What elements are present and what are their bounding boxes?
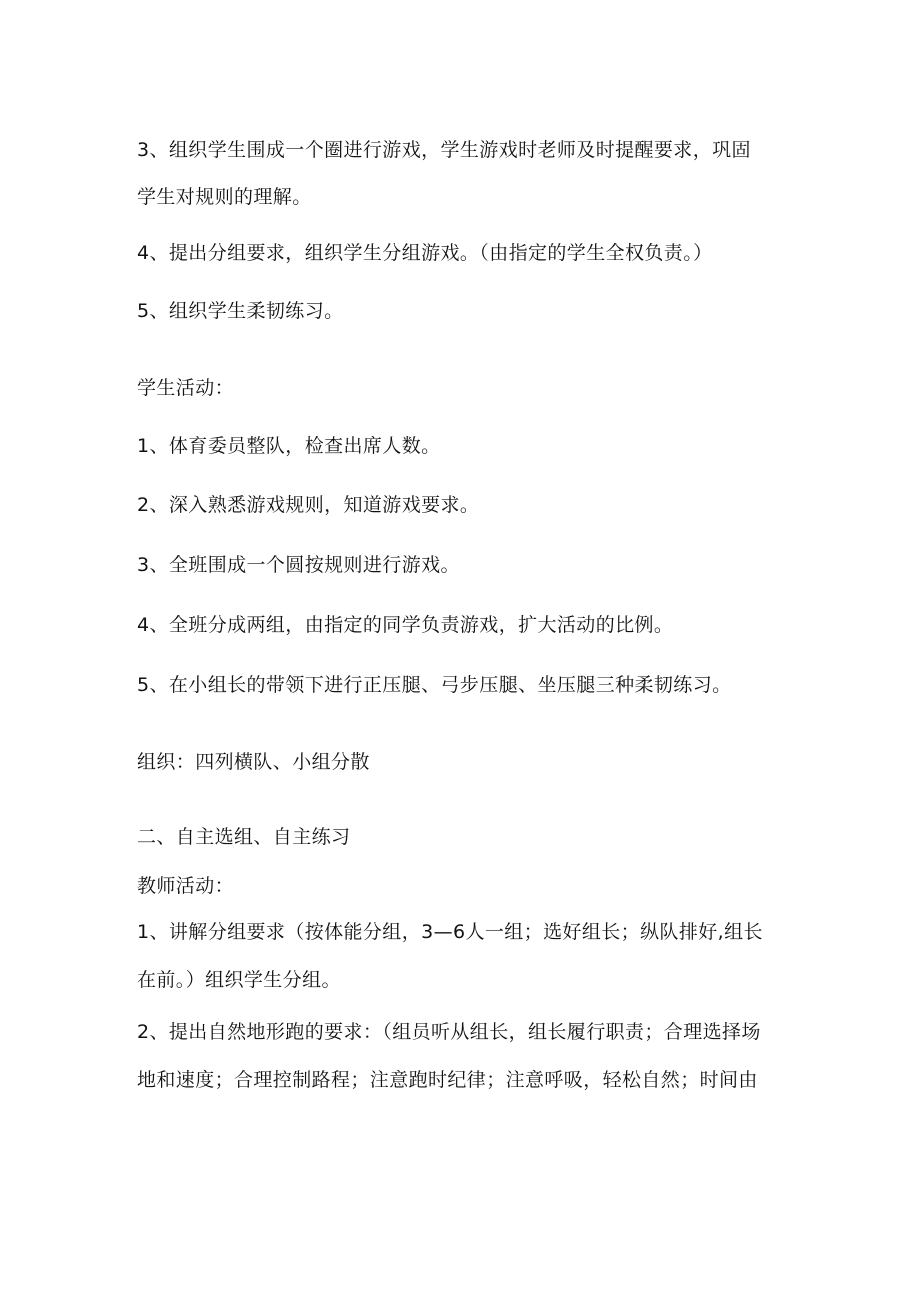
student-step-4: 4、全班分成两组，由指定的同学负责游戏，扩大活动的比例。 (137, 614, 674, 636)
grouping-step-2-line-2: 地和速度；合理控制路程；注意跑时纪律；注意呼吸，轻松自然；时间由 (137, 1069, 758, 1091)
teacher-step-4: 4、提出分组要求，组织学生分组游戏。（由指定的学生全权负责。） (137, 242, 713, 264)
student-activity-heading: 学生活动： (137, 377, 235, 399)
organization-note: 组织：四列横队、小组分散 (137, 751, 370, 773)
teacher-step-5: 5、组织学生柔韧练习。 (137, 300, 344, 322)
grouping-step-1-line-1: 1、讲解分组要求（按体能分组，3—6人一组；选好组长；纵队排好,组长 (137, 921, 763, 943)
section-two-heading: 二、自主选组、自主练习 (137, 826, 351, 848)
student-step-1: 1、体育委员整队，检查出席人数。 (137, 435, 441, 457)
student-step-5: 5、在小组长的带领下进行正压腿、弓步压腿、坐压腿三种柔韧练习。 (137, 674, 732, 696)
grouping-step-1-line-2: 在前。）组织学生分组。 (137, 969, 341, 991)
teacher-step-3-line-2: 学生对规则的理解。 (137, 186, 312, 208)
grouping-step-2-line-1: 2、提出自然地形跑的要求：（组员听从组长，组长履行职责；合理选择场 (137, 1021, 761, 1043)
teacher-step-3-line-1: 3、组织学生围成一个圈进行游戏，学生游戏时老师及时提醒要求，巩固 (137, 139, 751, 161)
teacher-activity-heading: 教师活动： (137, 875, 235, 897)
student-step-3: 3、全班围成一个圆按规则进行游戏。 (137, 554, 460, 576)
student-step-2: 2、深入熟悉游戏规则，知道游戏要求。 (137, 494, 480, 516)
